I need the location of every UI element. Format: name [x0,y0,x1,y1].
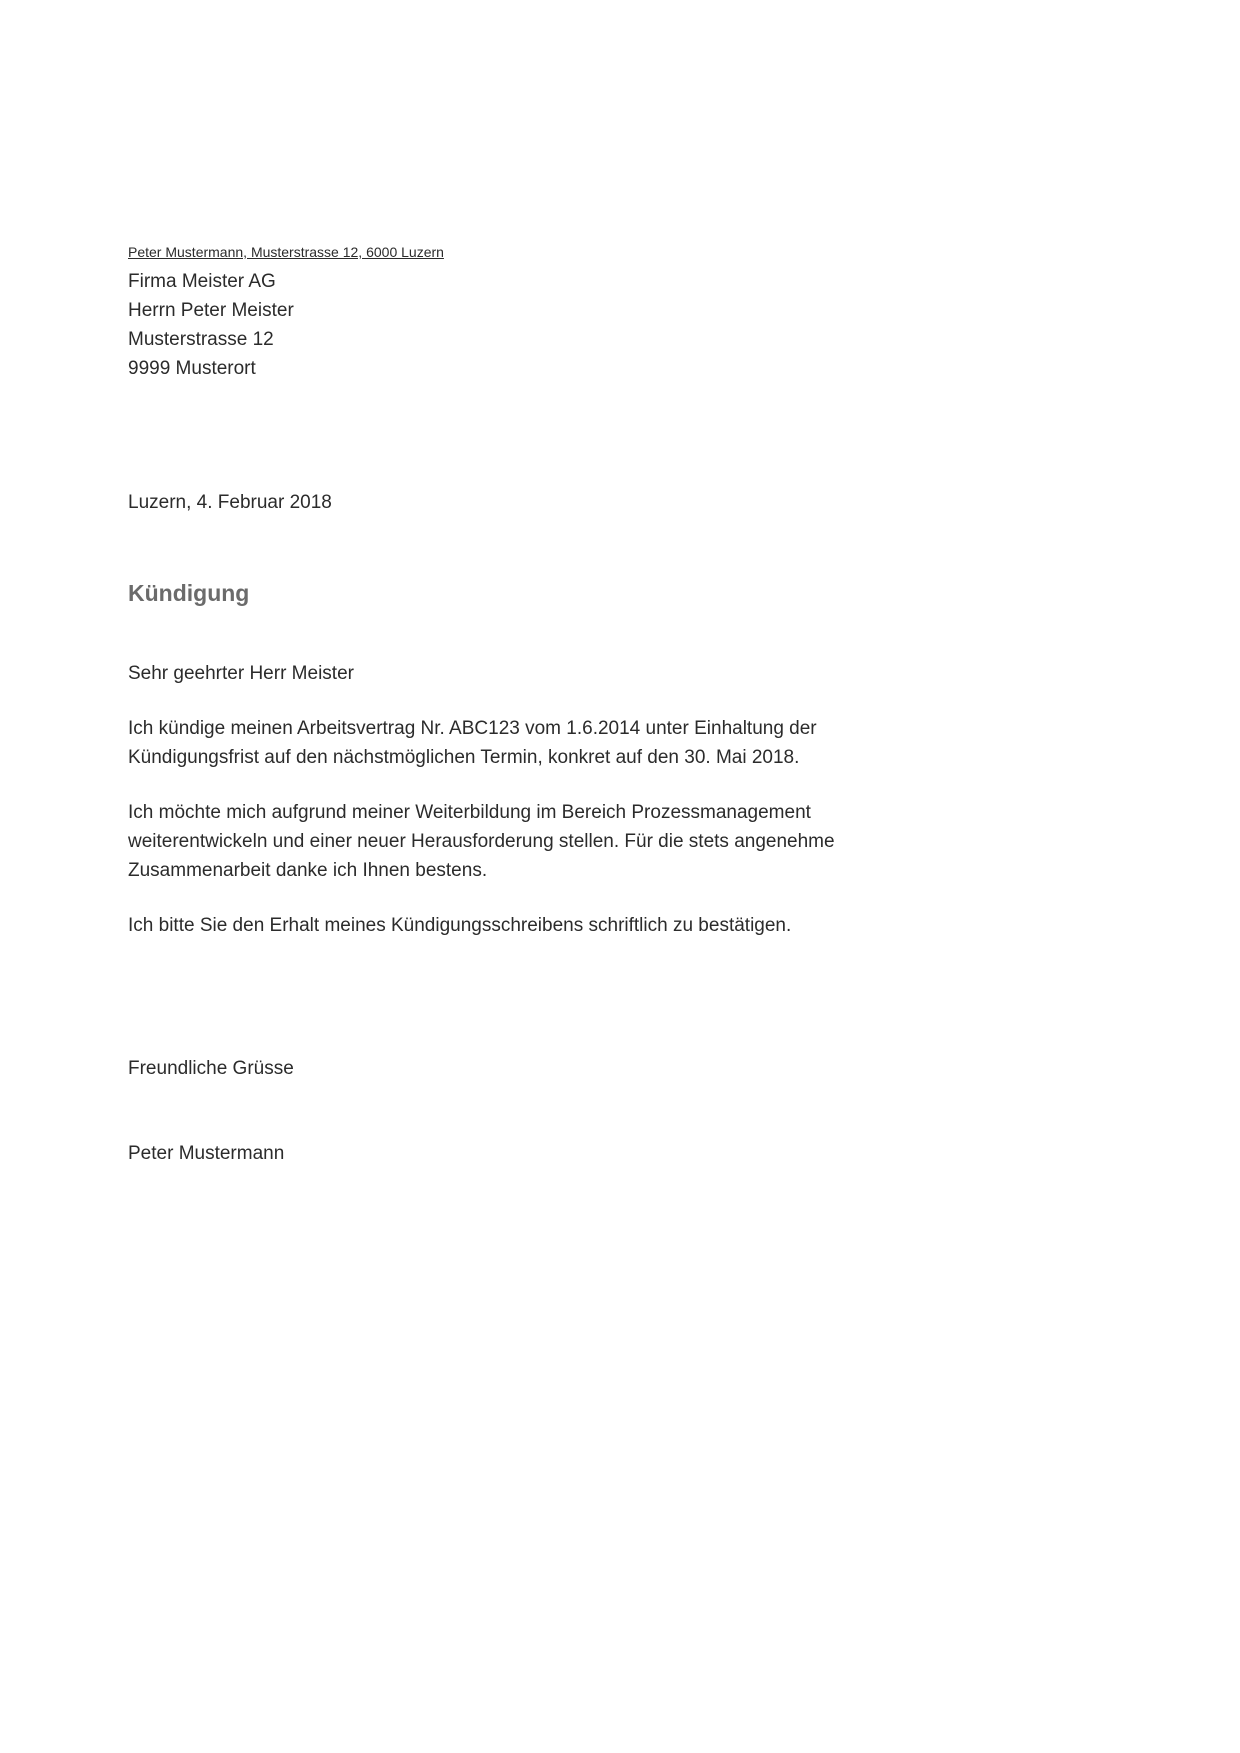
closing-line: Freundliche Grüsse [128,1058,294,1079]
subject-heading: Kündigung [128,580,250,606]
recipient-city: 9999 Musterort [128,358,256,379]
signature-name: Peter Mustermann [128,1143,285,1164]
recipient-name: Herrn Peter Meister [128,300,294,321]
date-line: Luzern, 4. Februar 2018 [128,492,332,513]
body-paragraph-3: Ich bitte Sie den Erhalt meines Kündigungsschreibens schriftlich zu bestätigen. [128,915,792,936]
body-paragraph-1: Ich kündige meinen Arbeitsvertrag Nr. ABC123 vom 1.6.2014 unter Einhaltung der Kündigungsfrist auf den nächstmöglichen Termin, konkret auf den 30. Mai 2018. [128,718,817,768]
letter-content [128,0,918,1168]
salutation: Sehr geehrter Herr Meister [128,663,354,684]
recipient-address-block [128,267,918,383]
sender-address-line: Peter Mustermann, Musterstrasse 12, 6000 Luzern [128,244,444,260]
recipient-company: Firma Meister AG [128,271,276,292]
body-paragraph-2: Ich möchte mich aufgrund meiner Weiterbildung im Bereich Prozessmanagement weiterentwickeln und einer neuer Herausforderung stellen. Für die stets angenehme Zusammenarbeit danke ich Ihnen bestens. [128,802,835,881]
recipient-street: Musterstrasse 12 [128,329,274,350]
